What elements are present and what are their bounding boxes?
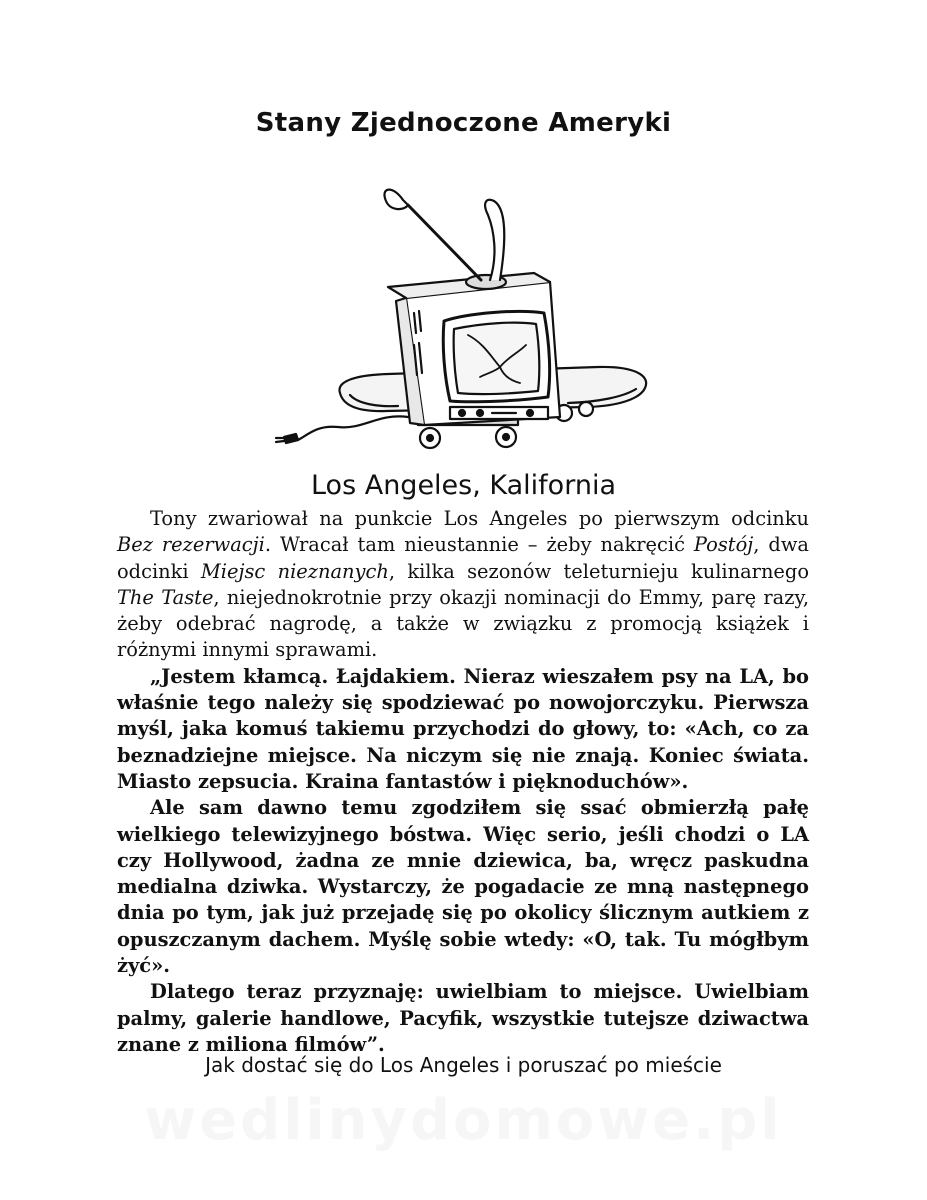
- show-title-bez-rezerwacji: Bez rezerwacji: [117, 533, 265, 557]
- body-text: [117, 506, 809, 1058]
- show-title-postoj: Postój: [693, 533, 754, 557]
- intro-text-4: , kilka sezonów teleturnieju kulinarnego: [388, 559, 809, 583]
- intro-text-2: . Wracał tam nieustannie – żeby nakręcić: [264, 533, 694, 557]
- intro-text-1: Tony zwariował na punkcie Los Angeles po pierwszym odcinku: [150, 507, 809, 530]
- quote-paragraph-2: Ale sam dawno temu zgodziłem się ssać obmierzłą pałę wielkiego telewizyjnego bóstwa. Więc serio, jeśli chodzi o LA czy Hollywood, żadna ze mnie dziewica, ba, wręcz paskudna medialna dziwka. Wystarczy, że pogadacie ze mną następnego dnia po tym, jak już przejadę się po okolicy ślicznym autkiem z opuszczanym dachem. Myślę sobie wtedy: «O, tak. Tu mógłbym żyć».: [117, 796, 809, 978]
- watermark: wedlinydomowe.pl: [144, 1088, 783, 1153]
- subheading: Jak dostać się do Los Angeles i poruszać po mieście: [205, 1053, 722, 1077]
- page-title: Stany Zjednoczone Ameryki: [255, 108, 672, 138]
- quote-paragraph-1: „Jestem kłamcą. Łajdakiem. Nieraz wieszałem psy na LA, bo właśnie tego należy się spodziewać po nowojorczyku. Pierwsza myśl, jaka komuś takiemu przychodzi do głowy, to: «Ach, co za beznadziejne miejsce. Na niczym się nie znają. Koniec świata. Miasto zepsucia. Kraina fantastów i pięknoduchów».: [117, 664, 809, 793]
- intro-text-3: , dwa odcinki: [117, 533, 809, 583]
- section-heading: Los Angeles, Kalifornia: [310, 470, 616, 501]
- show-title-miejsc-nieznanych: Miejsc nieznanych: [200, 559, 389, 583]
- quote-paragraph-3: Dlatego teraz przyznaję: uwielbiam to miejsce. Uwielbiam palmy, galerie handlowe, Pacyfik, wszystkie tutejsze dziwactwa znane z miliona filmów”.: [117, 980, 809, 1056]
- paragraph-intro: [117, 506, 809, 664]
- intro-text-5: , niejednokrotnie przy okazji nominacji do Emmy, parę razy, żeby odebrać nagrodę, a także w związku z promocją książek i różnymi innymi sprawami.: [117, 585, 809, 662]
- tv-skateboard-illustration: [268, 185, 663, 460]
- show-title-the-taste: The Taste: [117, 585, 214, 609]
